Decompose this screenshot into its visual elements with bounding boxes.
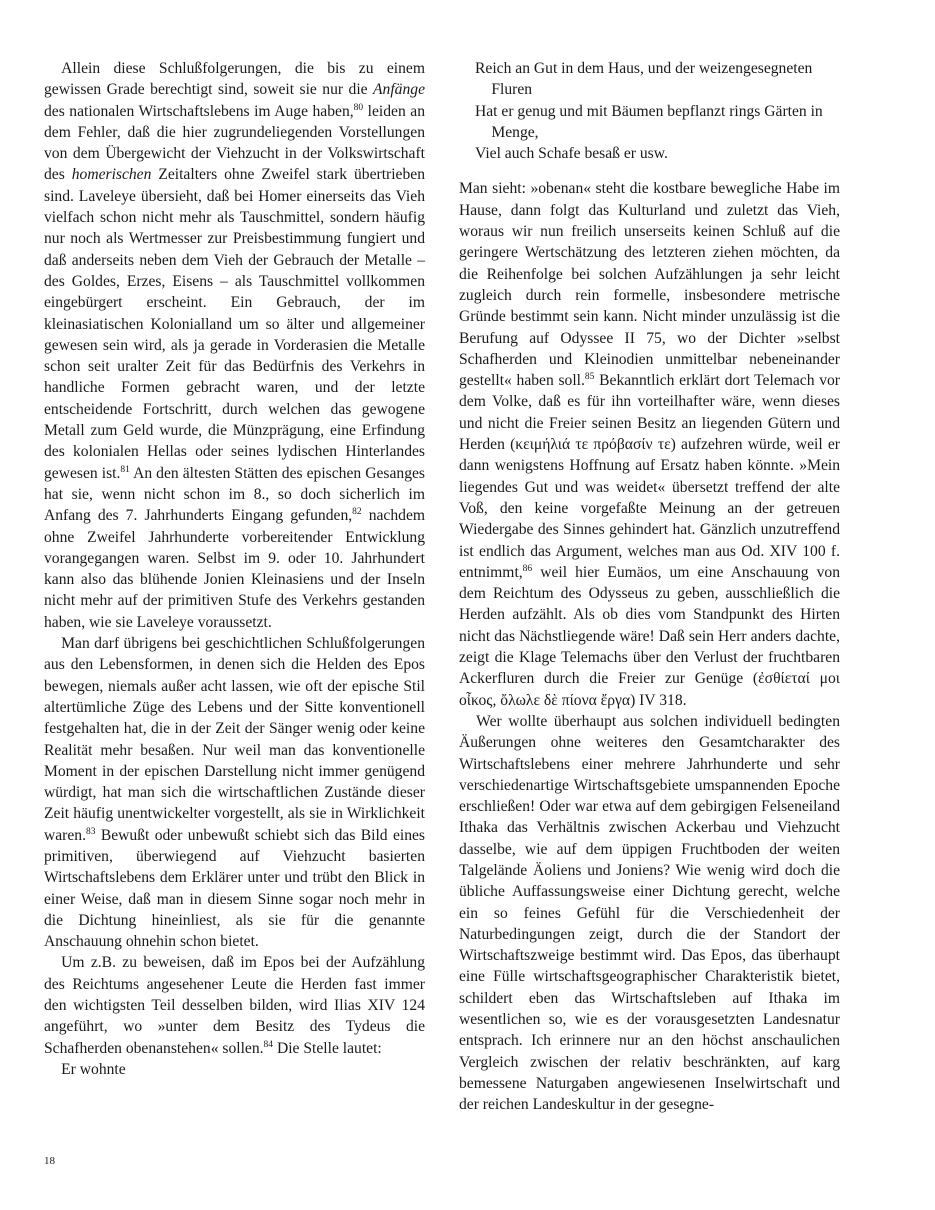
paragraph-2: Man darf übrigens bei geschichtlichen Schlußfolgerungen aus den Lebensformen, in denen sich die Helden des Epos bewegen, niemals außer acht lassen, wie oft der epische Stil altertümliche Züge des Lebens und der Sitte konventionell festgehalten hat, die in der Zeit der Sänger wenig oder keine Realität mehr besaßen. Nur weil man das konventionelle Moment in der epischen Darstellung nicht immer genügend würdigt, hat man sich die wirtschaftlichen Zustände dieser Zeit häufig unentwickelter vorgestellt, als sie in Wirklichkeit waren.$^{83}$ Bewußt oder unbewußt schiebt sich das Bild eines primitiven, überwiegend auf Viehzucht basierten Wirtschaftslebens dem Erklärer unter und trübt den Blick in einer Weise, daß man in diesem Sinne sogar noch mehr in die Dichtung hineinliest, als sie für die genannte Anschauung ohnehin schon bietet. — [44, 635, 425, 951]
paragraph-6: Wer wollte überhaupt aus solchen individuell bedingten Äußerungen ohne weiteres den Gesamtcharakter des Wirtschaftslebens einer mehrere Jahrhunderte und sehr verschiedenartige Wirtschaftsgebiete umspannenden Epoche erschließen! Oder war etwa auf dem gebirgigen Felseneiland Ithaka das Verhältnis zwischen Ackerbau und Viehzucht dasselbe, wie auf dem üppigen Fruchtboden der weiten Talgelände Äoliens und Joniens? Wie wenig wird doch die übliche Auffassungsweise einer Dichtung gerecht, welche ein so feines Gefühl für die Verschiedenheit der Naturbedingungen zeigt, durch die der Standort der Wirtschaftszweige bestimmt wird. Das Epos, das überhaupt eine Fülle wirtschaftsgeographischer Charakteristik bietet, schildert eben das Wirtschaftsleben auf Ithaka im wesentlichen so, wie es der vorausgesetzten Landesnatur entsprach. Ich erinnere nur an den höchst anschaulichen Vergleich zwischen der relativ beschränkten, auf karg bemessene Naturgaben angewiesenen Inselwirtschaft und der reichen Landeskultur in der gesegne- — [459, 712, 840, 1114]
emphasis-anfaenge: Anfänge — [373, 81, 425, 99]
page-number: 18 — [44, 1155, 55, 1167]
footnote-ref-81[interactable]: 81 — [120, 464, 130, 475]
footnote-ref-86[interactable]: 86 — [522, 563, 533, 574]
verse-spacer — [459, 164, 840, 178]
emphasis-homerischen: homerischen — [71, 166, 152, 184]
verse-line: Hat er genug und mit Bäumen bepflanzt rings Gärten in Menge, — [475, 102, 823, 141]
footnote-ref-85[interactable]: 85 — [584, 372, 595, 383]
paragraph-5: Man sieht: »obenan« steht die kostbare bewegliche Habe im Hause, dann folgt das Kulturland und zuletzt das Vieh, woraus wir nun freilich unserseits keinen Schluß auf die geringere Wertschätzung des letzteren ziehen möchten, da die Reihenfolge bei solchen Aufzählungen ja sehr leicht zugleich durch rein formelle, insbesondere metrische Gründe bestimmt sein kann. Nicht minder unzulässig ist die Berufung auf Odyssee II 75, wo der Dichter »selbst Schafherden und Kleinodien unmittelbar nebeneinander gestellt« haben soll.$^{85}$ Bekanntlich erklärt dort Telemach vor dem Volke, daß es für ihn vorteilhafter wäre, wenn dieses und nicht die Freier seinen Besitz an liegenden Gütern und Herden (κειμήλιά τε πρόβασίν τε) aufzehren würde, weil er dann wenigstens Hoffnung auf Ersatz haben könnte. »Mein liegendes Gut und was weidet« übersetzt treffend der alte Voß, den keine vorgefaßte Meinung an der getreuen Wiedergabe des Sinnes gehindert hat. Gänzlich unzutreffend ist endlich das Argument, welches man aus Od. XIV 100 f. entnimmt,$^{86}$ weil hier Eumäos, um eine Anschauung von dem Reichtum des Odysseus zu geben, ausschließlich die Herden aufzählt. Als ob dies vom Standpunkt des Hirten nicht das Nächstliegende wäre! Daß sein Herr anders dachte, zeigt die Klage Telemachs über den Verlust der fruchtbaren Ackerfluren durch die Freier zur Genüge (ἐσθίεταί μοι οἶκος, ὄλωλε δὲ πίονα ἔργα) IV 318. — [459, 180, 840, 709]
left-column — [44, 58, 425, 1080]
verse-line: Viel auch Schafe besaß er usw. — [475, 145, 668, 163]
verse-quote — [475, 58, 840, 164]
verse-line: Reich an Gut in dem Haus, und der weizengesegneten Fluren — [475, 60, 813, 99]
footnote-ref-83[interactable]: 83 — [86, 826, 96, 837]
footnote-ref-84[interactable]: 84 — [263, 1039, 274, 1050]
paragraph-4: Er wohnte — [61, 1060, 126, 1078]
footnote-ref-80[interactable]: 80 — [353, 102, 364, 113]
paragraph-3: Um z.B. zu beweisen, daß im Epos bei der Aufzählung des Reichtums angesehener Leute die Herden fast immer den wichtigsten Teil desselben bilden, wird Ilias XIV 124 angeführt, wo »unter dem Besitz des Tydeus die Schafherden obenanstehen« sollen.$^{84}$ Die Stelle lautet: — [44, 954, 425, 1057]
paragraph-1: Allein diese Schlußfolgerungen, die bis zu einem gewissen Grade berechtigt sind, soweit sie nur die Anfänge des nationalen Wirtschaftslebens im Auge haben,$^{80}$ leiden an dem Fehler, daß die hier zugrundeliegenden Vorstellungen von dem Übergewicht der Viehzucht in der Volkswirtschaft des homerischen Zeitalters ohne Zweifel stark übertrieben sind. Laveleye übersieht, daß bei Homer einerseits das Vieh vielfach schon nicht mehr als Tauschmittel, sondern häufig nur noch als Wertmesser zur Preisbestimmung fungiert und daß anderseits neben dem Vieh der Gebrauch der Metalle – des Goldes, Erzes, Eisens – als Tauschmittel vollkommen eingebürgert erscheint. Ein Gebrauch, der im kleinasiatischen Kolonialland um so älter und allgemeiner gewesen sein wird, als ja gerade in Vorderasien die Metalle schon seit uralter Zeit für das Bedürfnis des Verkehrs in handliche Formen gebracht waren, und der letzte entscheidende Fortschritt, durch welchen das gewogene Metall zum Geld wurde, die Münzprägung, eine Erfindung des kolonialen Hellas oder seines lydischen Hinterlandes gewesen ist.$^{81}$ An den ältesten Stätten des epischen Gesanges hat sie, wenn nicht schon im 8., so doch sicherlich im Anfang des 7. Jahrhunderts Eingang gefunden,$^{82}$ nachdem ohne Zweifel Jahrhunderte vorbereitender Entwicklung vorangegangen waren. Selbst im 9. oder 10. Jahrhundert kann also das blühende Jonien Kleinasiens und der Inseln nicht mehr auf der primitiven Stufe des Verkehrs gestanden haben, wie sie Laveleye voraussetzt. — [44, 60, 425, 631]
right-column — [459, 58, 840, 1116]
footnote-ref-82[interactable]: 82 — [352, 507, 362, 518]
